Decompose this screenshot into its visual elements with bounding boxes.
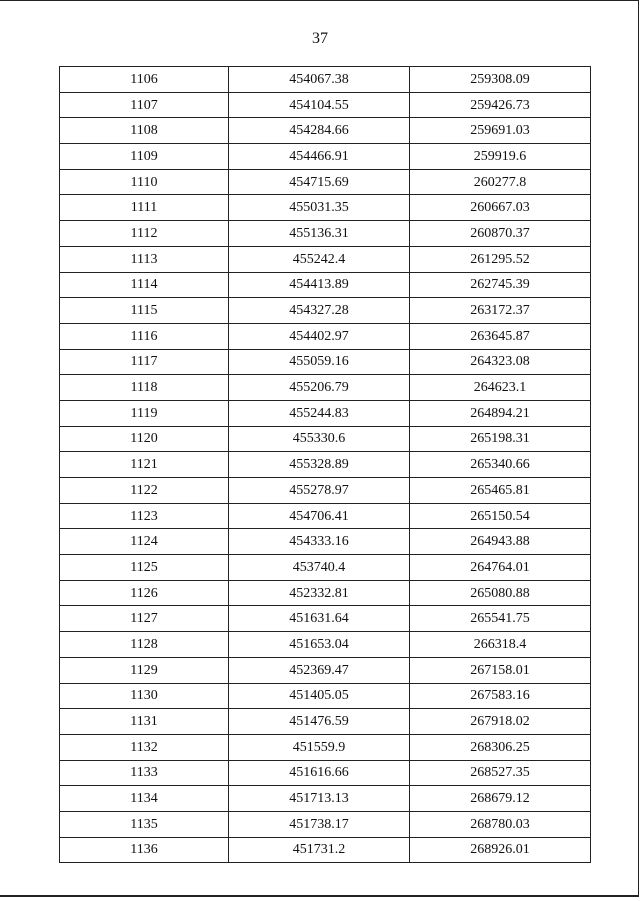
x-coordinate-cell: 451405.05 [229, 683, 410, 709]
table-body [60, 67, 591, 863]
table-row [60, 118, 591, 144]
page-number: 37 [312, 30, 328, 47]
point-id-cell: 1109 [60, 144, 229, 170]
y-coordinate-cell: 265541.75 [410, 606, 591, 632]
point-id-cell: 1123 [60, 503, 229, 529]
x-coordinate-cell: 455278.97 [229, 478, 410, 504]
point-id-cell: 1129 [60, 657, 229, 683]
x-coordinate-cell: 454413.89 [229, 272, 410, 298]
table-row [60, 837, 591, 863]
point-id-cell: 1119 [60, 400, 229, 426]
y-coordinate-cell: 268780.03 [410, 811, 591, 837]
x-coordinate-cell: 451653.04 [229, 632, 410, 658]
y-coordinate-cell: 268527.35 [410, 760, 591, 786]
point-id-cell: 1124 [60, 529, 229, 555]
table-row [60, 67, 591, 93]
point-id-cell: 1133 [60, 760, 229, 786]
point-id-cell: 1131 [60, 709, 229, 735]
point-id-cell: 1122 [60, 478, 229, 504]
point-id-cell: 1113 [60, 246, 229, 272]
table-row [60, 92, 591, 118]
table-row [60, 529, 591, 555]
y-coordinate-cell: 259691.03 [410, 118, 591, 144]
table-row [60, 400, 591, 426]
x-coordinate-cell: 455136.31 [229, 221, 410, 247]
table-row [60, 657, 591, 683]
y-coordinate-cell: 265080.88 [410, 580, 591, 606]
x-coordinate-cell: 454327.28 [229, 298, 410, 324]
point-id-cell: 1135 [60, 811, 229, 837]
table-row [60, 606, 591, 632]
y-coordinate-cell: 264894.21 [410, 400, 591, 426]
table-row [60, 786, 591, 812]
x-coordinate-cell: 455242.4 [229, 246, 410, 272]
y-coordinate-cell: 259308.09 [410, 67, 591, 93]
x-coordinate-cell: 454402.97 [229, 323, 410, 349]
table-row [60, 169, 591, 195]
point-id-cell: 1125 [60, 555, 229, 581]
table-row [60, 195, 591, 221]
table-row [60, 760, 591, 786]
x-coordinate-cell: 451631.64 [229, 606, 410, 632]
y-coordinate-cell: 264323.08 [410, 349, 591, 375]
table-row [60, 811, 591, 837]
point-id-cell: 1121 [60, 452, 229, 478]
y-coordinate-cell: 268679.12 [410, 786, 591, 812]
y-coordinate-cell: 267918.02 [410, 709, 591, 735]
point-id-cell: 1120 [60, 426, 229, 452]
x-coordinate-cell: 454715.69 [229, 169, 410, 195]
x-coordinate-cell: 451559.9 [229, 734, 410, 760]
point-id-cell: 1132 [60, 734, 229, 760]
table-row [60, 144, 591, 170]
y-coordinate-cell: 260870.37 [410, 221, 591, 247]
y-coordinate-cell: 260667.03 [410, 195, 591, 221]
point-id-cell: 1126 [60, 580, 229, 606]
coordinate-table [59, 66, 591, 863]
x-coordinate-cell: 455031.35 [229, 195, 410, 221]
y-coordinate-cell: 264764.01 [410, 555, 591, 581]
y-coordinate-cell: 262745.39 [410, 272, 591, 298]
point-id-cell: 1114 [60, 272, 229, 298]
y-coordinate-cell: 267583.16 [410, 683, 591, 709]
table-row [60, 734, 591, 760]
table-row [60, 709, 591, 735]
x-coordinate-cell: 451713.13 [229, 786, 410, 812]
y-coordinate-cell: 259426.73 [410, 92, 591, 118]
x-coordinate-cell: 454067.38 [229, 67, 410, 93]
y-coordinate-cell: 264623.1 [410, 375, 591, 401]
x-coordinate-cell: 454284.66 [229, 118, 410, 144]
y-coordinate-cell: 266318.4 [410, 632, 591, 658]
table-row [60, 349, 591, 375]
y-coordinate-cell: 260277.8 [410, 169, 591, 195]
y-coordinate-cell: 263645.87 [410, 323, 591, 349]
table-row [60, 272, 591, 298]
y-coordinate-cell: 261295.52 [410, 246, 591, 272]
table-row [60, 555, 591, 581]
y-coordinate-cell: 263172.37 [410, 298, 591, 324]
point-id-cell: 1115 [60, 298, 229, 324]
x-coordinate-cell: 451476.59 [229, 709, 410, 735]
y-coordinate-cell: 265150.54 [410, 503, 591, 529]
y-coordinate-cell: 268306.25 [410, 734, 591, 760]
table-row [60, 632, 591, 658]
table-row [60, 478, 591, 504]
table-row [60, 452, 591, 478]
x-coordinate-cell: 454333.16 [229, 529, 410, 555]
point-id-cell: 1136 [60, 837, 229, 863]
point-id-cell: 1107 [60, 92, 229, 118]
point-id-cell: 1128 [60, 632, 229, 658]
point-id-cell: 1118 [60, 375, 229, 401]
point-id-cell: 1116 [60, 323, 229, 349]
x-coordinate-cell: 454466.91 [229, 144, 410, 170]
point-id-cell: 1134 [60, 786, 229, 812]
y-coordinate-cell: 267158.01 [410, 657, 591, 683]
point-id-cell: 1130 [60, 683, 229, 709]
table-row [60, 580, 591, 606]
table-row [60, 221, 591, 247]
point-id-cell: 1127 [60, 606, 229, 632]
point-id-cell: 1106 [60, 67, 229, 93]
point-id-cell: 1111 [60, 195, 229, 221]
table-row [60, 426, 591, 452]
table-row [60, 503, 591, 529]
x-coordinate-cell: 453740.4 [229, 555, 410, 581]
y-coordinate-cell: 259919.6 [410, 144, 591, 170]
y-coordinate-cell: 265340.66 [410, 452, 591, 478]
point-id-cell: 1108 [60, 118, 229, 144]
y-coordinate-cell: 265465.81 [410, 478, 591, 504]
x-coordinate-cell: 454706.41 [229, 503, 410, 529]
x-coordinate-cell: 455328.89 [229, 452, 410, 478]
point-id-cell: 1110 [60, 169, 229, 195]
x-coordinate-cell: 455206.79 [229, 375, 410, 401]
x-coordinate-cell: 454104.55 [229, 92, 410, 118]
table-row [60, 375, 591, 401]
y-coordinate-cell: 268926.01 [410, 837, 591, 863]
x-coordinate-cell: 455330.6 [229, 426, 410, 452]
table-row [60, 683, 591, 709]
x-coordinate-cell: 451738.17 [229, 811, 410, 837]
x-coordinate-cell: 451731.2 [229, 837, 410, 863]
y-coordinate-cell: 265198.31 [410, 426, 591, 452]
point-id-cell: 1112 [60, 221, 229, 247]
point-id-cell: 1117 [60, 349, 229, 375]
table-row [60, 323, 591, 349]
x-coordinate-cell: 452369.47 [229, 657, 410, 683]
table-row [60, 246, 591, 272]
y-coordinate-cell: 264943.88 [410, 529, 591, 555]
x-coordinate-cell: 452332.81 [229, 580, 410, 606]
table-row [60, 298, 591, 324]
x-coordinate-cell: 455059.16 [229, 349, 410, 375]
x-coordinate-cell: 455244.83 [229, 400, 410, 426]
x-coordinate-cell: 451616.66 [229, 760, 410, 786]
